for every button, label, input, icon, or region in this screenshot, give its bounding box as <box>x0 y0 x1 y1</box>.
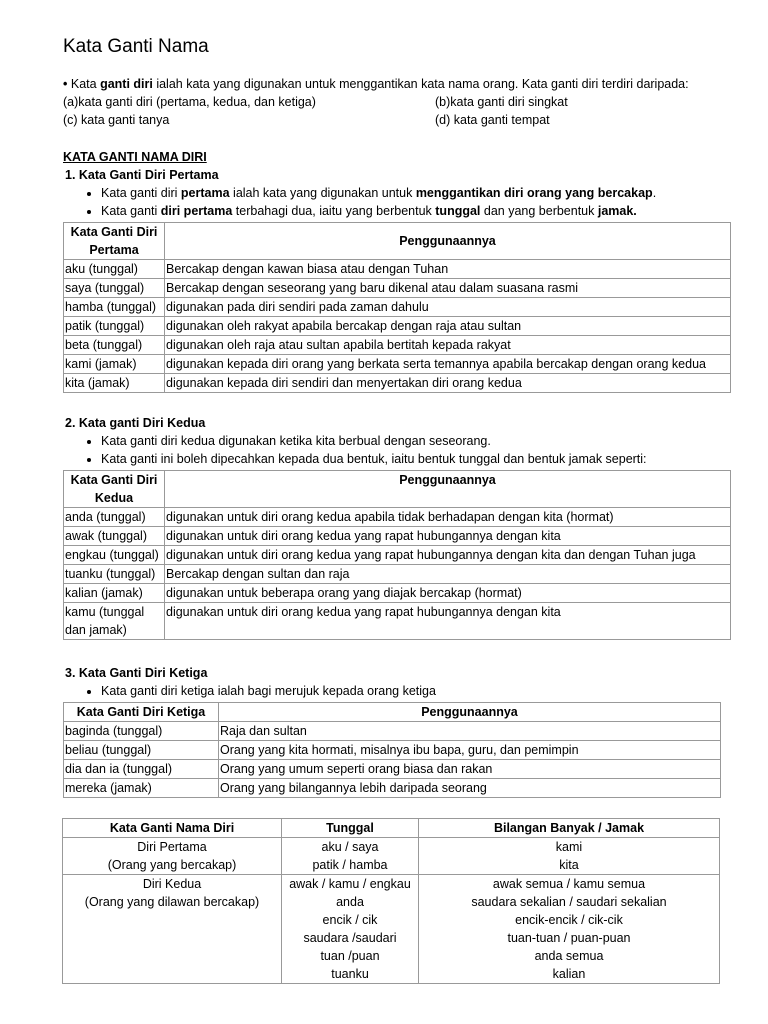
table-cell <box>63 875 282 984</box>
cell-line: Diri Kedua <box>142 877 202 891</box>
intro-item-c: (c) kata ganti tanya <box>63 113 170 127</box>
text-bold: menggantikan diri orang yang bercakap <box>415 186 653 200</box>
cell-line: aku / saya <box>321 840 379 854</box>
table-row <box>64 603 731 640</box>
usage-cell: digunakan untuk beberapa orang yang diajak bercakap (hormat) <box>165 584 731 603</box>
usage-cell: digunakan oleh raja atau sultan apabila bertitah kepada rakyat <box>165 336 731 355</box>
list-item <box>101 202 733 220</box>
usage-cell: digunakan untuk diri orang kedua yang rapat hubungannya dengan kita <box>165 527 731 546</box>
usage-cell: digunakan untuk diri orang kedua yang rapat hubungannya dengan kita <box>165 603 731 640</box>
table-row <box>64 760 721 779</box>
text-bold: pertama <box>180 186 230 200</box>
subsection-title: 2. Kata ganti Diri Kedua <box>65 416 206 430</box>
table-header-row <box>63 819 720 838</box>
usage-cell: Orang yang kita hormati, misalnya ibu bapa, guru, dan pemimpin <box>219 741 721 760</box>
text: Kata ganti diri <box>101 186 181 200</box>
usage-cell: Raja dan sultan <box>219 722 721 741</box>
table-header-row <box>64 223 731 260</box>
subsection-title: 1. Kata Ganti Diri Pertama <box>65 168 219 182</box>
text-bold: tunggal <box>435 204 481 218</box>
table-row <box>64 298 731 317</box>
table-row <box>64 546 731 565</box>
table-row <box>64 722 721 741</box>
table-cell <box>419 875 720 984</box>
intro-paragraph <box>63 75 733 129</box>
pronoun-cell: saya (tunggal) <box>64 279 165 298</box>
pronoun-cell: tuanku (tunggal) <box>64 565 165 584</box>
usage-cell: digunakan pada diri sendiri pada zaman dahulu <box>165 298 731 317</box>
cell-line: tuan /puan <box>320 949 380 963</box>
cell-line: encik-encik / cik-cik <box>515 913 623 927</box>
pronoun-cell: anda (tunggal) <box>64 508 165 527</box>
section-diri-pertama <box>63 148 733 393</box>
text: . <box>652 186 657 200</box>
section-heading: KATA GANTI NAMA DIRI <box>63 150 207 164</box>
cell-line: kalian <box>552 967 586 981</box>
pronoun-cell: kamu (tunggal dan jamak) <box>64 603 165 640</box>
table-row <box>64 279 731 298</box>
pronoun-cell: dia dan ia (tunggal) <box>64 760 219 779</box>
table-header-row <box>64 703 721 722</box>
section-diri-ketiga <box>63 664 733 798</box>
cell-line: (Orang yang dilawan bercakap) <box>84 895 260 909</box>
column-header: Kata Ganti Diri Pertama <box>64 223 165 260</box>
intro-line <box>63 75 733 93</box>
column-header: Tunggal <box>282 819 419 838</box>
cell-line: awak / kamu / engkau <box>289 877 411 891</box>
column-header: Penggunaannya <box>165 223 731 260</box>
bullet-list <box>63 682 733 700</box>
bullet-list <box>63 184 733 220</box>
intro-item-b: (b)kata ganti diri singkat <box>435 95 568 109</box>
table-body <box>64 260 731 393</box>
pronoun-cell: kami (jamak) <box>64 355 165 374</box>
section-diri-kedua <box>63 414 733 640</box>
usage-cell: Orang yang umum seperti orang biasa dan rakan <box>219 760 721 779</box>
table-row <box>64 336 731 355</box>
cell-line: Diri Pertama <box>137 840 207 854</box>
usage-cell: Bercakap dengan sultan dan raja <box>165 565 731 584</box>
section-summary <box>63 818 733 984</box>
table-body <box>64 722 721 798</box>
table-body <box>64 508 731 640</box>
intro-text: Kata <box>67 77 101 91</box>
text-bold: jamak. <box>597 204 637 218</box>
table-row <box>64 741 721 760</box>
list-item: • Kata ganti diri ketiga ialah bagi merujuk kepada orang ketiga <box>101 682 733 700</box>
column-header: Kata Ganti Diri Ketiga <box>64 703 219 722</box>
text-bold: diri pertama <box>160 204 233 218</box>
pronoun-cell: kalian (jamak) <box>64 584 165 603</box>
table-diri-kedua <box>63 470 731 640</box>
cell-line: anda semua <box>534 949 604 963</box>
pronoun-cell: mereka (jamak) <box>64 779 219 798</box>
cell-line: kami <box>555 840 583 854</box>
text: ialah kata yang digunakan untuk <box>229 186 416 200</box>
pronoun-cell: baginda (tunggal) <box>64 722 219 741</box>
usage-cell: Bercakap dengan seseorang yang baru dikenal atau dalam suasana rasmi <box>165 279 731 298</box>
pronoun-cell: patik (tunggal) <box>64 317 165 336</box>
intro-row <box>63 93 733 111</box>
list-item: • Kata ganti diri kedua digunakan ketika kita berbual dengan seseorang. <box>101 432 733 450</box>
column-header: Penggunaannya <box>165 471 731 508</box>
column-header: Penggunaannya <box>219 703 721 722</box>
subsection-title: 3. Kata Ganti Diri Ketiga <box>65 666 208 680</box>
text: terbahagi dua, iaitu yang berbentuk <box>232 204 436 218</box>
pronoun-cell: kita (jamak) <box>64 374 165 393</box>
table-row <box>64 565 731 584</box>
text: dan yang berbentuk <box>480 204 598 218</box>
table-row <box>64 508 731 527</box>
cell-line: (Orang yang bercakap) <box>107 858 237 872</box>
table-header-row <box>64 471 731 508</box>
bullet-list <box>63 432 733 468</box>
cell-line: saudara /saudari <box>303 931 397 945</box>
table-cell <box>63 838 282 875</box>
usage-cell: digunakan kepada diri sendiri dan menyertakan diri orang kedua <box>165 374 731 393</box>
table-row <box>64 527 731 546</box>
table-diri-pertama <box>63 222 731 393</box>
cell-line: encik / cik <box>322 913 378 927</box>
table-row <box>64 355 731 374</box>
intro-item-a: (a)kata ganti diri (pertama, kedua, dan ketiga) <box>63 95 316 109</box>
bullet-icon: • <box>63 77 68 91</box>
table-row <box>64 779 721 798</box>
intro-item-d: (d) kata ganti tempat <box>435 113 550 127</box>
cell-line: saudara sekalian / saudari sekalian <box>471 895 667 909</box>
pronoun-cell: aku (tunggal) <box>64 260 165 279</box>
page-title: Kata Ganti Nama <box>63 36 209 57</box>
list-item: • Kata ganti ini boleh dipecahkan kepada dua bentuk, iaitu bentuk tunggal dan bentuk jamak seperti: <box>101 450 733 468</box>
table-cell <box>419 838 720 875</box>
table-row <box>64 260 731 279</box>
table-row <box>64 317 731 336</box>
table-row <box>64 584 731 603</box>
usage-cell: digunakan untuk diri orang kedua apabila tidak berhadapan dengan kita (hormat) <box>165 508 731 527</box>
table-row <box>63 875 720 984</box>
usage-cell: Bercakap dengan kawan biasa atau dengan Tuhan <box>165 260 731 279</box>
cell-line: awak semua / kamu semua <box>492 877 646 891</box>
column-header: Kata Ganti Diri Kedua <box>64 471 165 508</box>
table-row <box>63 838 720 875</box>
usage-cell: Orang yang bilangannya lebih daripada seorang <box>219 779 721 798</box>
pronoun-cell: hamba (tunggal) <box>64 298 165 317</box>
intro-row <box>63 111 733 129</box>
cell-line: tuan-tuan / puan-puan <box>507 931 631 945</box>
column-header: Bilangan Banyak / Jamak <box>419 819 720 838</box>
usage-cell: digunakan oleh rakyat apabila bercakap dengan raja atau sultan <box>165 317 731 336</box>
cell-line: kita <box>559 858 579 872</box>
text: Kata ganti <box>101 204 161 218</box>
usage-cell: digunakan untuk diri orang kedua yang rapat hubungannya dengan kita dan dengan Tuhan juga <box>165 546 731 565</box>
table-diri-ketiga <box>63 702 721 798</box>
cell-line: tuanku <box>331 967 369 981</box>
cell-line: anda <box>336 895 364 909</box>
list-item <box>101 184 733 202</box>
pronoun-cell: awak (tunggal) <box>64 527 165 546</box>
table-row <box>64 374 731 393</box>
table-cell <box>282 875 419 984</box>
pronoun-cell: beliau (tunggal) <box>64 741 219 760</box>
column-header: Kata Ganti Nama Diri <box>63 819 282 838</box>
pronoun-cell: beta (tunggal) <box>64 336 165 355</box>
table-cell <box>282 838 419 875</box>
pronoun-cell: engkau (tunggal) <box>64 546 165 565</box>
cell-line: patik / hamba <box>312 858 388 872</box>
intro-bold: ganti diri <box>100 77 153 91</box>
intro-text: ialah kata yang digunakan untuk menggantikan kata nama orang. Kata ganti diri terdiri daripada: <box>152 77 689 91</box>
usage-cell: digunakan kepada diri orang yang berkata serta temannya apabila bercakap dengan orang kedua <box>165 355 731 374</box>
summary-table <box>62 818 720 984</box>
